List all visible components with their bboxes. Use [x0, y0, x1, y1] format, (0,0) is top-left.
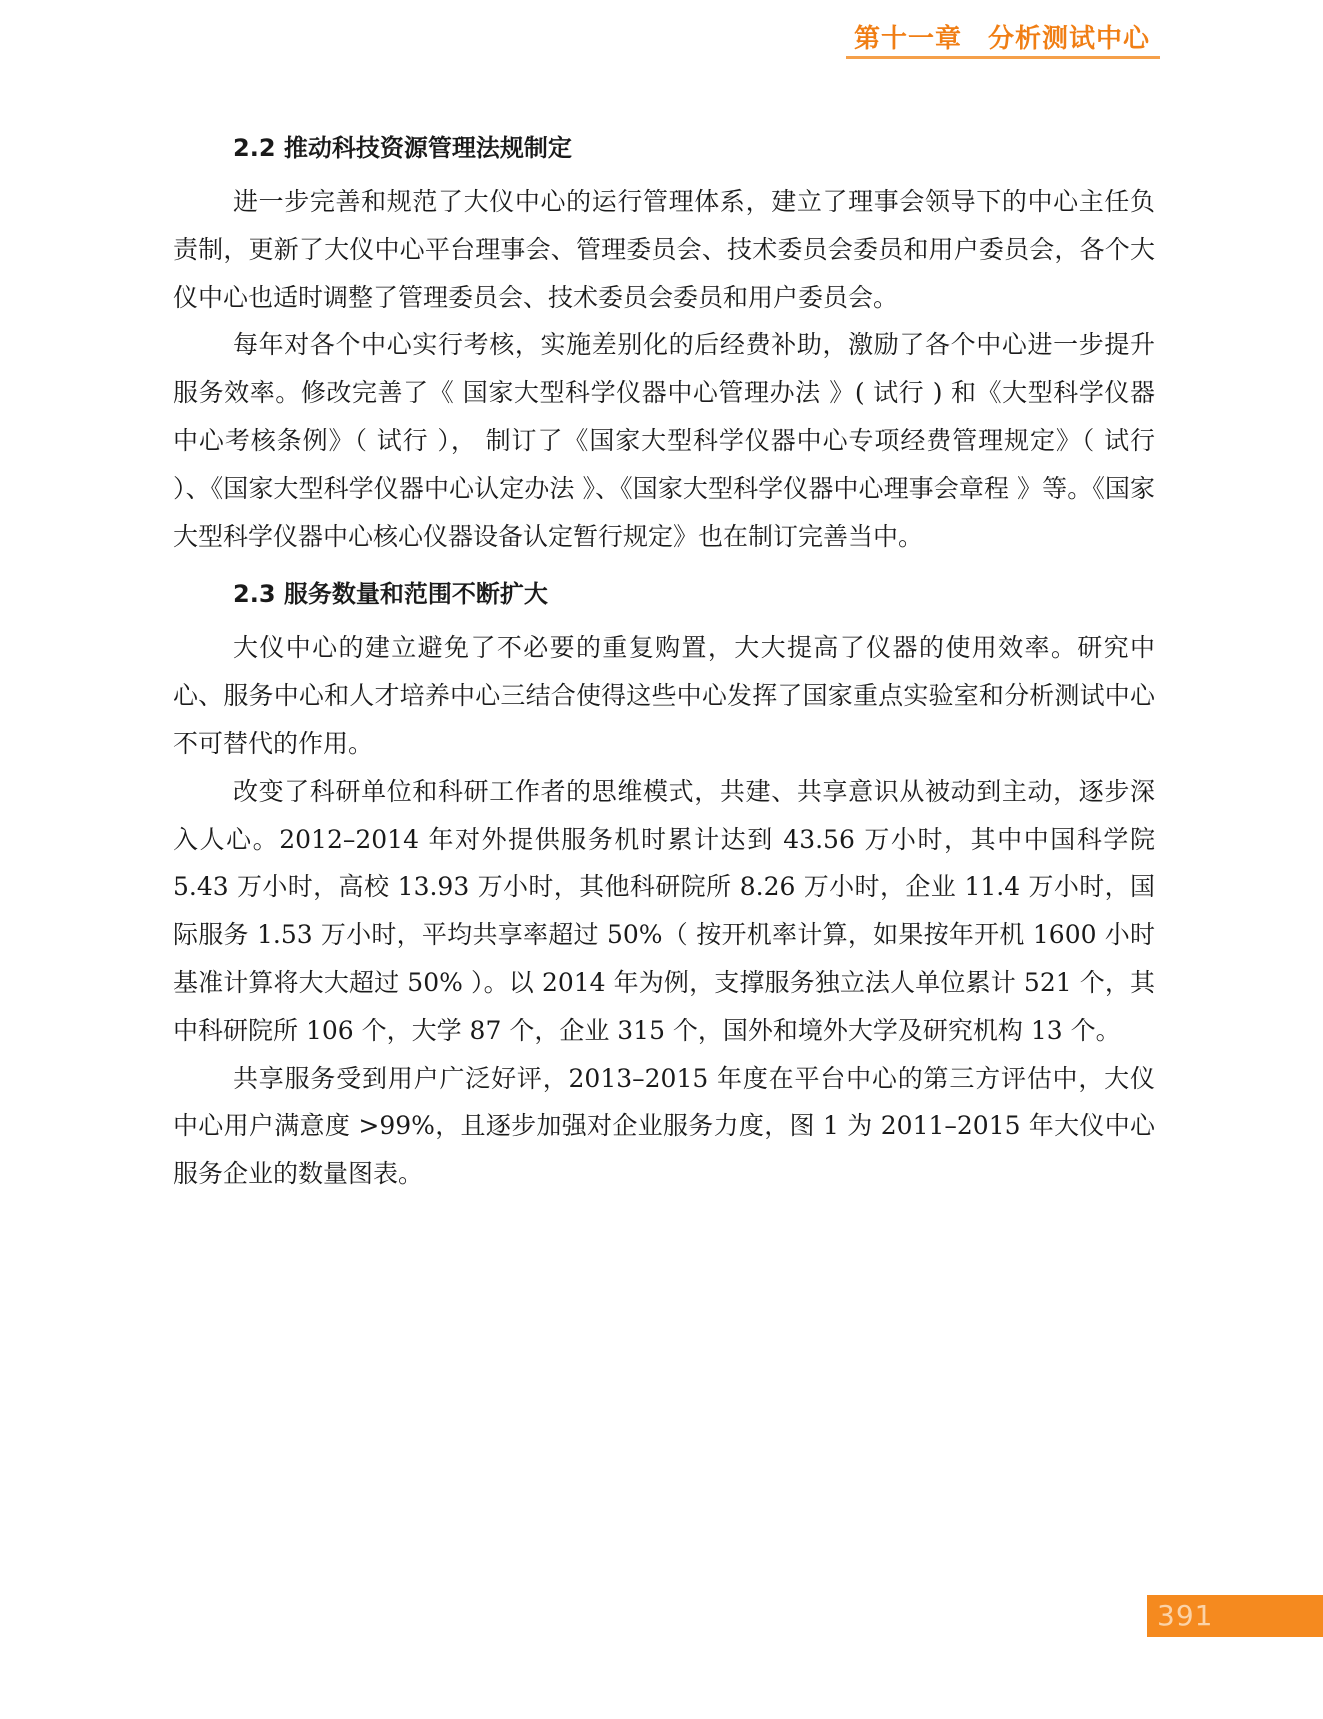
paragraph: 每年对各个中心实行考核，实施差别化的后经费补助，激励了各个中心进一步提升服务效率。修改完善了《 国家大型科学仪器中心管理办法 》( 试行 ) 和《大型科学仪器中心考核条例》（ 试行 ）， 制订了《国家大型科学仪器中心专项经费管理规定》（ 试行 ）、《国家大型科学仪器中心认定办法 》、《国家大型科学仪器中心理事会章程 》等。《国家大型科学仪器中心核心仪器设备认定暂行规定》也在制订完善当中。 [173, 330, 1155, 551]
section-heading-2-2: 2.2 推动科技资源管理法规制定 [233, 134, 572, 162]
page-number-tab [1147, 1595, 1323, 1637]
page-number: 391 [1157, 1599, 1214, 1632]
paragraph: 共享服务受到用户广泛好评，2013–2015 年度在平台中心的第三方评估中，大仪中心用户满意度 >99%，且逐步加强对企业服务力度，图 1 为 2011–2015 年大仪中心服务企业的数量图表。 [173, 1063, 1155, 1189]
chapter-number: 第十一章 [853, 24, 962, 54]
section-heading-2-3: 2.3 服务数量和范围不断扩大 [233, 580, 548, 609]
paragraph: 改变了科研单位和科研工作者的思维模式，共建、共享意识从被动到主动，逐步深入人心。2012–2014 年对外提供服务机时累计达到 43.56 万小时，其中中国科学院 5.43 万小时，高校 13.93 万小时，其他科研院所 8.26 万小时，企业 11.4 万小时，国际服务 1.53 万小时，平均共享率超过 50%（ 按开机率计算，如果按年开机 1600 小时基准计算将大大超过 50% ）。以 2014 年为例，支撑服务独立法人单位累计 521 个，其中科研院所 106 个，大学 87 个，企业 315 个，国外和境外大学及研究机构 13 个。 [173, 776, 1155, 1045]
chapter-title [854, 18, 1150, 55]
paragraph: 进一步完善和规范了大仪中心的运行管理体系，建立了理事会领导下的中心主任负责制，更新了大仪中心平台理事会、管理委员会、技术委员会委员和用户委员会，各个大仪中心也适时调整了管理委员会、技术委员会委员和用户委员会。 [173, 187, 1155, 312]
header-rule [846, 56, 1160, 59]
page-body [173, 124, 1155, 1198]
paragraph: 大仪中心的建立避免了不必要的重复购置，大大提高了仪器的使用效率。研究中心、服务中心和人才培养中心三结合使得这些中心发挥了国家重点实验室和分析测试中心不可替代的作用。 [173, 633, 1155, 758]
running-header [760, 16, 1160, 64]
chapter-name: 分析测试中心 [987, 24, 1150, 54]
